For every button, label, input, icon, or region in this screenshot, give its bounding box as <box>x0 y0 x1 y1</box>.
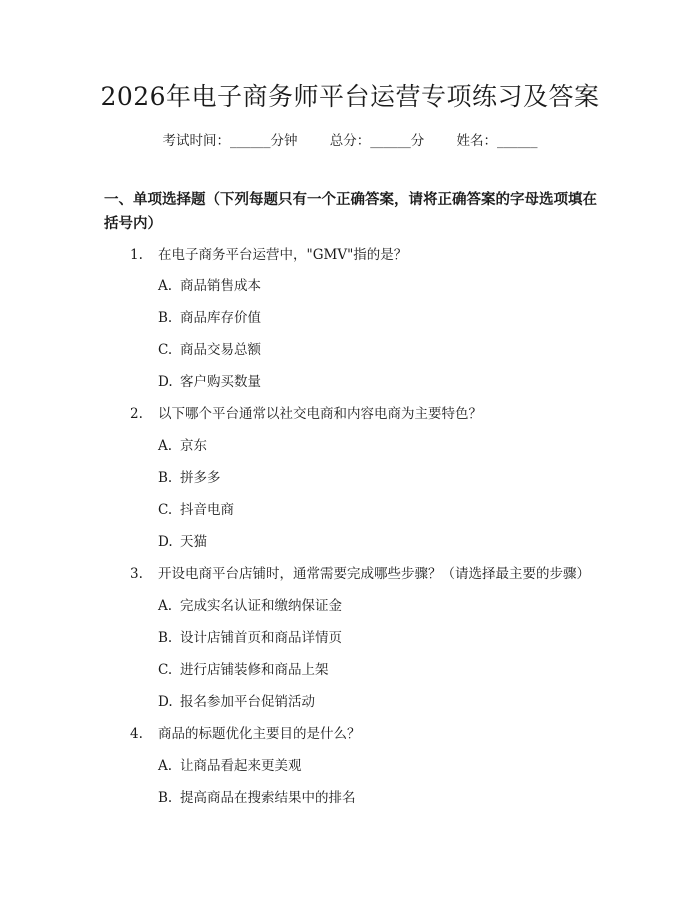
option-2b <box>158 468 598 488</box>
option-text: 进行店铺装修和商品上架 <box>180 662 329 678</box>
option-2a <box>158 436 598 456</box>
option-letter: B. <box>158 790 173 806</box>
question-1 <box>130 245 610 265</box>
question-number: 4. <box>130 726 143 742</box>
option-text: 提高商品在搜索结果中的排名 <box>180 790 356 806</box>
option-text: 客户购买数量 <box>180 374 261 390</box>
option-letter: D. <box>158 694 173 710</box>
document-title: 2026年电子商务师平台运营专项练习及答案 <box>100 82 600 111</box>
option-text: 完成实名认证和缴纳保证金 <box>180 598 342 614</box>
option-1a <box>158 276 598 296</box>
option-1d <box>158 372 598 392</box>
option-4b <box>158 788 598 808</box>
question-text: 在电子商务平台运营中，"GMV"指的是？ <box>158 247 408 263</box>
option-letter: C. <box>158 502 173 518</box>
option-letter: B. <box>158 630 173 646</box>
question-2 <box>130 404 610 424</box>
section-heading: 一、单项选择题（下列每题只有一个正确答案，请将正确答案的字母选项填在括号内） <box>104 192 597 232</box>
option-letter: C. <box>158 342 173 358</box>
option-text: 商品交易总额 <box>180 342 261 358</box>
option-text: 京东 <box>180 438 207 454</box>
option-3a <box>158 596 598 616</box>
option-text: 商品销售成本 <box>180 278 261 294</box>
option-letter: A. <box>158 278 173 294</box>
exam-name: 姓名：______ <box>456 133 538 149</box>
option-1c <box>158 340 598 360</box>
question-number: 1. <box>130 247 143 263</box>
question-number: 3. <box>130 566 143 582</box>
option-3b <box>158 628 598 648</box>
question-4 <box>130 724 610 744</box>
option-2c <box>158 500 598 520</box>
option-text: 设计店铺首页和商品详情页 <box>180 630 342 646</box>
question-number: 2. <box>130 406 143 422</box>
option-letter: C. <box>158 662 173 678</box>
option-1b <box>158 308 598 328</box>
option-letter: B. <box>158 470 173 486</box>
option-letter: B. <box>158 310 173 326</box>
option-3d <box>158 692 598 712</box>
option-text: 抖音电商 <box>180 502 234 518</box>
question-text: 以下哪个平台通常以社交电商和内容电商为主要特色？ <box>158 406 482 422</box>
option-letter: D. <box>158 534 173 550</box>
exam-time: 考试时间：______分钟 <box>162 133 298 149</box>
option-letter: A. <box>158 438 173 454</box>
question-text: 商品的标题优化主要目的是什么？ <box>158 726 361 742</box>
exam-meta <box>0 131 700 151</box>
option-text: 天猫 <box>180 534 207 550</box>
option-text: 让商品看起来更美观 <box>180 758 302 774</box>
option-3c <box>158 660 598 680</box>
option-letter: D. <box>158 374 173 390</box>
option-text: 商品库存价值 <box>180 310 261 326</box>
option-letter: A. <box>158 598 173 614</box>
option-letter: A. <box>158 758 173 774</box>
exam-score: 总分：______分 <box>329 133 425 149</box>
question-3 <box>130 564 610 584</box>
option-4a <box>158 756 598 776</box>
question-text: 开设电商平台店铺时，通常需要完成哪些步骤？（请选择最主要的步骤） <box>158 566 590 582</box>
option-text: 报名参加平台促销活动 <box>180 694 315 710</box>
option-2d <box>158 532 598 552</box>
option-text: 拼多多 <box>180 470 221 486</box>
